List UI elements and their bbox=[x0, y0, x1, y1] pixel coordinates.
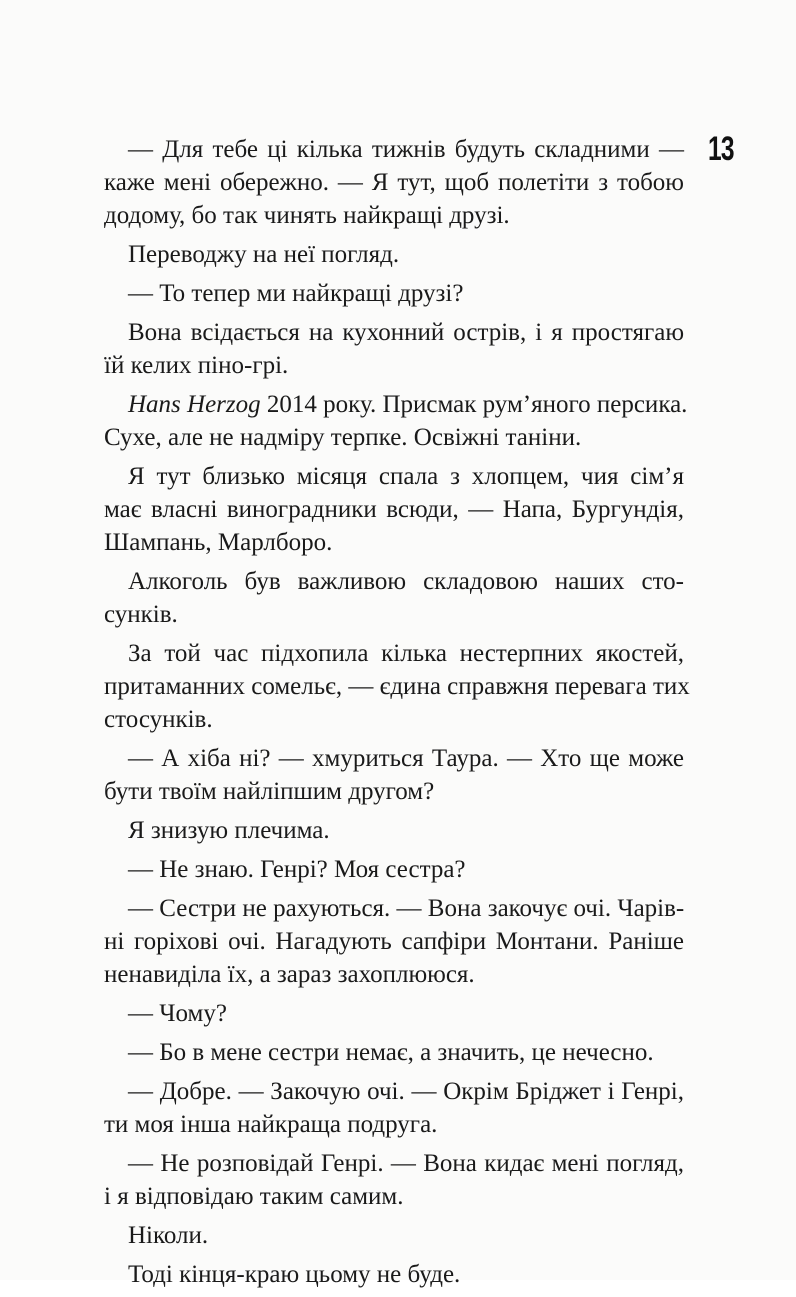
text-line: — Добре. — Закочую очі. — Окрім Бріджет і Генрі, bbox=[128, 1078, 684, 1105]
paragraph bbox=[104, 853, 684, 886]
text-line: — Чому? bbox=[128, 1000, 227, 1027]
text-line: — Сестри не рахуються. — Вона закочує очі. Чарів- bbox=[128, 895, 685, 922]
text-line: додому, бо так чинять найкращі друзі. bbox=[104, 202, 510, 229]
paragraph bbox=[104, 1036, 684, 1069]
text-line: каже мені обережно. — Я тут, щоб полетіти з тобою bbox=[104, 169, 684, 196]
text-line: ні горіхові очі. Нагадують сапфіри Монтани. Раніше bbox=[104, 928, 684, 955]
text-line: сунків. bbox=[104, 601, 178, 628]
paragraph bbox=[104, 637, 690, 736]
paragraph bbox=[104, 460, 684, 559]
paragraph bbox=[104, 1075, 684, 1141]
wine-name: Hans Herzog bbox=[128, 391, 261, 418]
text-line: Вона всідається на кухонний острів, і я простягаю bbox=[128, 319, 684, 346]
text-line: притаманних сомельє, — єдина справжня перевага тих bbox=[104, 673, 690, 700]
text-line: — А хіба ні? — хмуриться Таура. — Хто ще може bbox=[128, 745, 684, 772]
text-line bbox=[104, 388, 688, 421]
text-line: За той час підхопила кілька нестерпних якостей, bbox=[128, 640, 684, 667]
paragraph bbox=[104, 316, 684, 382]
text-line: бути твоїм найліпшим другом? bbox=[104, 778, 435, 805]
paragraph bbox=[104, 892, 684, 991]
text-line: ти моя інша найкраща подруга. bbox=[104, 1111, 438, 1138]
text-line: Я тут близько місяця спала з хлопцем, чия сім’я bbox=[128, 463, 684, 490]
text-body bbox=[104, 133, 690, 1297]
text-line: стосунків. bbox=[104, 706, 213, 733]
page-number: 13 bbox=[708, 130, 734, 168]
paragraph bbox=[104, 1258, 684, 1291]
text-line: Шампань, Марлборо. bbox=[104, 529, 333, 556]
text-span: 2014 року. Присмак рум’яного персика. bbox=[260, 391, 688, 418]
text-line: має власні виноградники всюди, — Напа, Бургундія, bbox=[104, 496, 684, 523]
text-line: Переводжу на неї погляд. bbox=[128, 241, 400, 268]
paragraph bbox=[104, 1147, 684, 1213]
text-line: Тоді кінця-краю цьому не буде. bbox=[128, 1261, 461, 1288]
text-line: — То тепер ми найкращі друзі? bbox=[128, 280, 464, 307]
text-line: їй келих піно-грі. bbox=[104, 352, 289, 379]
paragraph bbox=[104, 814, 684, 847]
text-line: Алкоголь був важливою складовою наших сто- bbox=[128, 568, 684, 595]
paragraph bbox=[104, 388, 688, 454]
paragraph bbox=[104, 133, 684, 232]
text-line: — Бо в мене сестри немає, а значить, це нечесно. bbox=[128, 1039, 654, 1066]
text-line: — Не розповідай Генрі. — Вона кидає мені погляд, bbox=[128, 1150, 684, 1177]
text-line: ненавиділа їх, а зараз захоплююся. bbox=[104, 961, 475, 988]
paragraph bbox=[104, 565, 684, 631]
text-line: Ніколи. bbox=[128, 1222, 209, 1249]
text-line: — Для тебе ці кілька тижнів будуть складними — bbox=[128, 136, 684, 163]
paragraph bbox=[104, 1219, 684, 1252]
paragraph bbox=[104, 742, 684, 808]
text-line: Я знизую плечима. bbox=[128, 817, 330, 844]
paragraph bbox=[104, 238, 684, 271]
text-line: — Не знаю. Генрі? Моя сестра? bbox=[128, 856, 466, 883]
paragraph bbox=[104, 997, 684, 1030]
text-line: і я відповідаю таким самим. bbox=[104, 1183, 404, 1210]
paragraph bbox=[104, 277, 684, 310]
text-line: Сухе, але не надміру терпке. Освіжні таніни. bbox=[104, 424, 582, 451]
